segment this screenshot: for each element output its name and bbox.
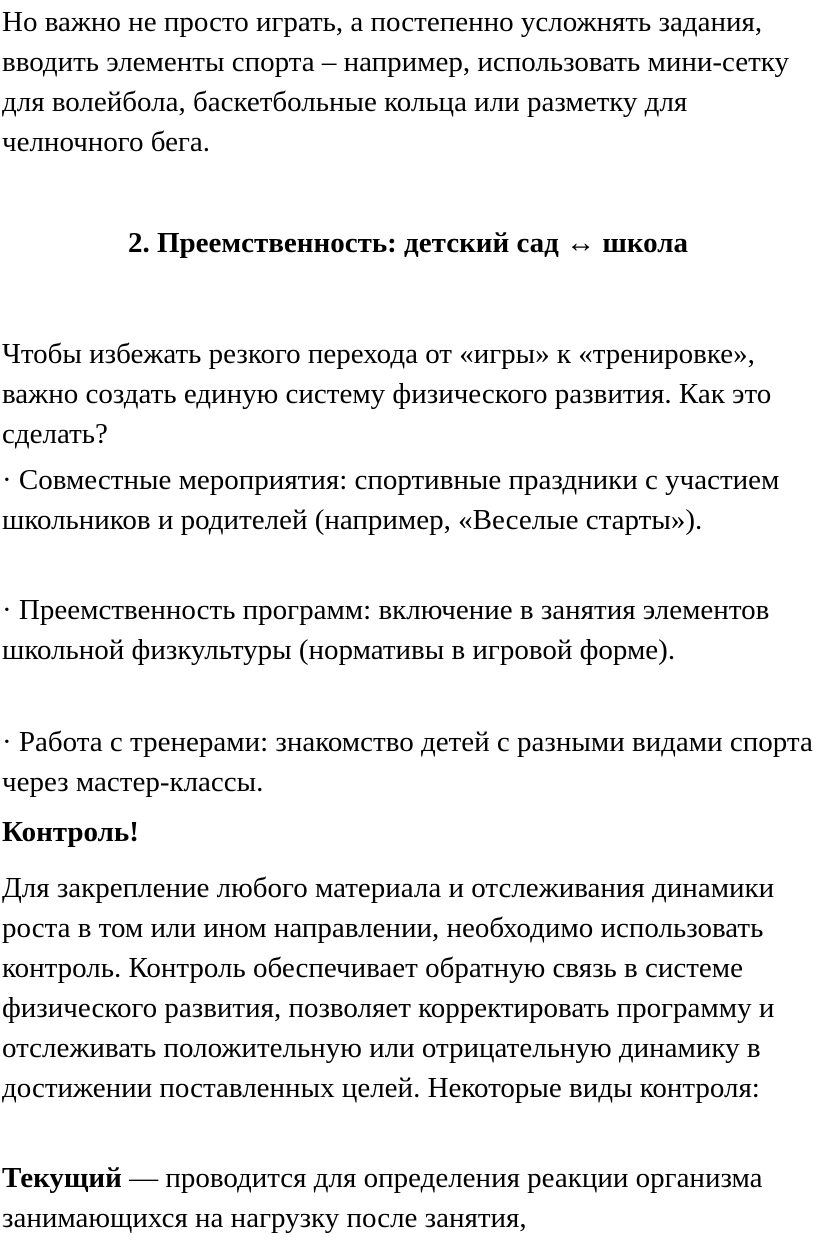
paragraph-sports-elements: Но важно не просто играть, а постепенно усложнять задания, вводить элементы спорта – например, использовать мини-сетку для волейбола, баскетбольные кольца или разметку для челночного бега. xyxy=(2,6,789,158)
paragraph-current-control xyxy=(2,1158,814,1238)
term-current: Текущий xyxy=(2,1162,122,1194)
bullet-coaches: · Работа с тренерами: знакомство детей с разными видами спорта через мастер-классы. xyxy=(2,726,813,798)
bullet-joint-events: · Совместные мероприятия: спортивные праздники с участием школьников и родителей (например, «Веселые старты»). xyxy=(2,464,780,536)
current-description: — проводится для определения реакции организма занимающихся на нагрузку после занятия, xyxy=(2,1162,763,1234)
bullet-program-continuity: · Преемственность программ: включение в занятия элементов школьной физкультуры (нормативы в игровой форме). xyxy=(2,594,770,666)
paragraph-control: Для закрепление любого материала и отслеживания динамики роста в том или ином направлении, необходимо использовать контроль. Контроль обеспечивает обратную связь в системе физического развития, позволяет корректировать программу и отслеживать положительную или отрицательную динамику в достижении поставленных целей. Некоторые виды контроля: xyxy=(2,872,775,1104)
section-heading-continuity: 2. Преемственность: детский сад ↔ школа xyxy=(127,227,689,259)
paragraph-intro: Чтобы избежать резкого перехода от «игры» к «тренировке», важно создать единую систему физического развития. Как это сделать? xyxy=(2,338,772,450)
control-heading: Контроль! xyxy=(2,816,139,848)
